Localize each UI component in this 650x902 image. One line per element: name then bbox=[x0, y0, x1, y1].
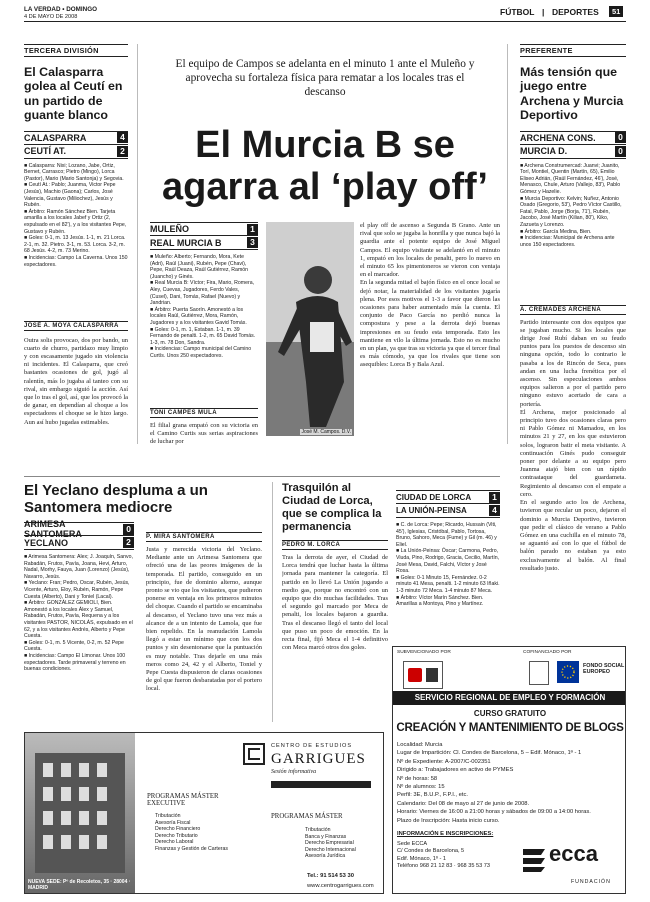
region-logo-icon bbox=[403, 661, 443, 689]
team-name: CIUDAD DE LORCA bbox=[396, 492, 472, 502]
left-column bbox=[24, 44, 128, 449]
team-score: 0 bbox=[615, 146, 626, 157]
section-label-tercera: TERCERA DIVISIÓN bbox=[24, 44, 128, 57]
garrigues-session: Sesión informativa bbox=[271, 769, 317, 775]
ecca-logo bbox=[521, 843, 621, 873]
ecca-cofinanciado-label: COFINANCIADO POR bbox=[523, 650, 572, 655]
team-name: ARIMESA SANTOMERA bbox=[24, 519, 82, 539]
team-score: 1 bbox=[247, 224, 258, 235]
section-futbol: FÚTBOL bbox=[500, 7, 535, 17]
garrigues-logo-icon bbox=[243, 743, 265, 765]
murcia-b-article bbox=[150, 44, 500, 208]
team-name: CEUTÍ AT. bbox=[24, 146, 66, 157]
info-title: INFORMACIÓN E INSCRIPCIONES: bbox=[397, 831, 494, 837]
match-photo bbox=[266, 222, 354, 436]
building-image bbox=[25, 733, 135, 894]
team-name: YECLANO bbox=[24, 537, 69, 548]
garrigues-address: NUEVA SEDE: Pº de Recoletos, 35 · 28004 · MADRID bbox=[28, 879, 131, 891]
yeclano-lineup: ■ Arimesa Santomera: Álex; J. Joaquín, Sanvo, Rabadán, Frutos, Pavía, Joana, Hevi, Arturo, Nadal, Morhy, Fauya, Juan (Lorenzo) (Jesús), Navarro, Jesús. ■ Yeclano: Fran; Pedro, Oscar, Rubén, Jesús, Vicente, Arturo, Eloy, Rubén, Ramón, Pepe Cuesta (Alberto), Dani y Toniel (Lacal). ■ Árbitro: GONZÁLEZ GEMIOLI, Bien. Amonestó a los locales Álex y Samuel, Rabadán, Frutos, Pavía, Requena y a los visitantes PASTOR, NICOLÁS, expulsado en el 62, y a los visitantes Andrés, Alberto y Pepe Cuesta. ■ Goles: 0-1, m. 5 Vicente, 0-2, m. 52 Pepe Cuesta. ■ Incidencias: Campo El Limonar. Unos 100 espectadores. Tarde primaveral y terreno en buenas condiciones. bbox=[24, 554, 133, 673]
calasparra-body: Outra solis provocao, dos por bando, un cuarto de churro, partidazo muy limpio y con escasamente jugado sin violencia ni incidentes. El Calasparra, que creó bastantes ocasiones de gol, jugó al ralentín, más lo jugaba al tanteo con su rival, sin embargo siguió la acción. Así que lo tras el gol, así, que los provocó la de ganar, en dependían al choque a los espectadores el choque se le hizo largo. Aun así hubo jugadas estimables. bbox=[24, 336, 128, 426]
yeclano-text bbox=[146, 532, 262, 710]
team-score: 0 bbox=[615, 132, 626, 143]
team-name: LA UNIÓN-PEINSA bbox=[396, 506, 467, 515]
yeclano-scoreboard bbox=[24, 519, 134, 708]
lorca-lineup: ■ C. de Lorca: Pepe; Ricardo, Hussain (Viti, 45'), Iglesias, Cristóbal, Pablo, Tortosa, Bruno, Sahoro, Meca (Fume) y Gil (m. 46) y Eliel. ■ La Unión-Peinsa: Óscar; Carmona, Pedro, Viuda, Pino, Rodrigo, Gracia, Cecilio, Martín, José Mesa, David, Falchi, Víctor y José Rosa. ■ Goles: 0-1 Minuto 15, Fernández. 0-2 minuto 41 Mesa, penalti. 1-2 minuto 63 Iñaki. 1-3 minuto 72 Meca. 1-4 minuto 87 Meca. ■ Árbitro: Víctor Marín Sánchez. Bien. Amarillas a Montoya, Pino y Martínez. bbox=[396, 522, 500, 608]
garrigues-web-link[interactable]: www.centrogarrigues.com bbox=[307, 883, 374, 889]
ecca-ad[interactable] bbox=[392, 646, 626, 894]
archena-scoreboard bbox=[520, 131, 626, 159]
ecca-swoosh-icon bbox=[521, 843, 547, 873]
team-name: CALASPARRA bbox=[24, 132, 87, 143]
team-name: ARCHENA CONS. bbox=[520, 132, 596, 143]
lorca-body: Tras la derrota de ayer, el Ciudad de Lorca tendrá que luchar hasta la última jornada para mantener la categoría. El partido en lo llevó La Unión jugando a medio gas, porque no encontró con un equipo que dio muchas facilidades. Tras el segundo gol marcado por Meca de penalti, los locales bajaron a guardia. Tras el descanso llegó el tanto del local que puso un poco de emoción. En la recta final, fijó Meca el 1-4 definitivo con Meca marcó otros dos goles. bbox=[282, 554, 388, 652]
lorca-headline: Trasquilón al Ciudad de Lorca, que se complica la permanencia bbox=[282, 482, 382, 533]
course-title: CREACIÓN Y MANTENIMIENTO DE BLOGS bbox=[396, 721, 624, 734]
murcia-b-headline: El Murcia B se agarra al ‘play off’ bbox=[162, 124, 488, 208]
team-score: 3 bbox=[247, 237, 258, 248]
garrigues-prog1-items: Tributación Asesoría Fiscal Derecho Financiero Derecho Tributario Derecho Laboral Finanzas y Gestión de Carteras bbox=[155, 813, 228, 852]
publication-date: 4 DE MAYO DE 2008 bbox=[24, 14, 78, 20]
player-silhouette-image bbox=[266, 222, 354, 436]
team-name: MULEÑO bbox=[150, 224, 189, 234]
garrigues-brand: GARRIGUES bbox=[271, 751, 366, 767]
page-number: 51 bbox=[609, 6, 623, 17]
team-score: 1 bbox=[489, 492, 500, 503]
calasparra-headline: El Calasparra golea al Ceutí en un partido de guante blanco bbox=[24, 65, 123, 123]
archena-body: Partido interesante con dos equipos que se jugaban mucho. Si los locales que dirige José Rubí daban en su feudo puntos para los puestos de descenso sin ninguna opción, todo lo contrario le pasaba a los de Rincón de Seca, pues andan en una lucha frenética por el ascenso. Sin especulaciones ambos equipos salieron a por el partido pero ninguno estuvo acertado de cara a portería. El Archena, mejor posicionado al principio tuvo dos ocasiones claras pero ni Pablo Gómez ni Mamadou, en los minutos 21 y 27, en los que estuvieron solos, lograron batir el meta visitante. A continuación Ginés pudo conseguir poner por delante a su equipo pero Juanma atajó bien con un rápido contraataque del guardameta. Regimiento al descanso con el empate a cero. En el segundo acto los de Archena, tuvieron que recular un poco, dejaron el dominio a Murcia Deportivo, tuvieron que pedir el clásico de verano a Pablo Gómez en una cuchilla en el minuto 78, se aguantó así con lo que el fútbol de balón parado no estaban ya esto exclusivamente al balón. Al final resultado justo. bbox=[520, 318, 626, 572]
murcia-b-lineup: ■ Muleño: Alberto; Fernando, Mora, Kete (Adri), Raúl (Juani), Rubén, Pepe (Chavi), Pepe, Raúl Deaza, Raúl Gutiérrez, Ramón (Juancho) y Ginés. ■ Real Murcia B: Víctor; Fira, Mario, Romera, Aley, Cuevas, Jugadores, Ferdo Vales, (Cusel), Dani, Tomás, Rafael (Nuevo) y Jandrian. ■ Árbitro: Puerta Saorín. Amonestó a los locales Raúl, Gutiérrez, Mora, Ramón, Jugadores y a los visitantes Gavid Tomás. ■ Goles: 0-1, m. 1, Estaban. 1-1, m. 39 Fernando de penalti. 1-2, m. 65 David Tomás. 1-3, m. 78 Don, Sandra. ■ Incidencias: Campo municipal del Camino Curtís. Unos 250 espectadores. bbox=[150, 254, 256, 359]
course-details: Localidad: Murcia Lugar de Impartición: Cl. Condes de Barcelona, 5 – Edif. Mónaco, 1ª - 1 Nº de Expediente: A-2007/C-002351 Dirigido a: Trabajadores en activo de PYMES Nº de horas: 58 Nº de alumnos: 15 Perfil: 3E, B.U.P., F.P.I., etc. Calendario: Del 08 de mayo al 27 de junio de 2008. Horario: Viernes de 16:00 a 21:00 horas y sábados de 09:00 a 14:00 horas. Plazo de Inscripción: Hasta inicio curso. bbox=[397, 742, 591, 824]
service-banner: SERVICIO REGIONAL DE EMPLEO Y FORMACIÓN bbox=[393, 691, 626, 705]
garrigues-phone: Tel.: 91 514 53 30 bbox=[307, 873, 354, 879]
ecca-subvencionado-label: SUBVENCIONADO POR bbox=[397, 650, 451, 655]
spain-shield-icon bbox=[529, 661, 549, 685]
team-name: MURCIA D. bbox=[520, 146, 568, 157]
ecca-fundacion: FUNDACIÓN bbox=[571, 879, 611, 885]
lorca-byline: PEDRO M. LORCA bbox=[282, 540, 388, 550]
archena-lineup: ■ Archena Construmercad: Juanvi; Juanito, Torí, Montiel, Quentin (Martín, 65), Emilio Eliseo Adrián, (Raúl Fernández, 46'), José, Menasco, Chule, Arturo (Vallejo, 83'), Pablo Gómez y Hazelie. ■ Murcia Deportivo: Kelvin; Nuñez, Antonio Osado (Gregorio, 53'), Pedro Víctor Castillo, Fatal, Pablo, Jorge (Borja, 71'), Rubén, Jacobo, José Martín (Kilian, 80'), Kiko, Zazueta y Lorenzo. ■ Árbitro: García Medina, Bien. ■ Incidencias: Municipal de Archena ante unos 150 espectadores. bbox=[520, 162, 622, 248]
yeclano-body: Justa y merecida victoria del Yeclano. Mediante ante un Arimesa Santomera que ofreció una de las peores imágenes de la temporada. El partido, conseguido en un principio, fue de dominio alterno, aunque pronto se vio que los visitantes, que pudieron ponerse en ventaja en los primeros minutos del choque. Cuando el partido se encaminaba al descanso, el Yeclano tuvo una vez más a alcance de a un intento de Lamola, que fue bien repelido. En la reanudación Lamola llegó a estar un mínimo que con los dos puntos y sin desentonarse que la puntuación es muy notable. Tras dejarle en una más meros como 24, 42 y el Alberto, Toniel y Pepe Cuesta dispusieron de claras ocasiones de gol que fueron desbaratadas por el portero local. bbox=[146, 546, 262, 693]
garrigues-prog1-title: PROGRAMAS MÁSTER EXECUTIVE bbox=[147, 793, 219, 807]
garrigues-prog2-title: PROGRAMAS MÁSTER bbox=[271, 813, 343, 820]
archena-byline: A. CREMADES ARCHENA bbox=[520, 305, 626, 315]
fondo-social-label: FONDO SOCIAL EUROPEO bbox=[583, 663, 625, 676]
calasparra-scoreboard bbox=[24, 131, 128, 159]
yeclano-headline: El Yeclano despluma a un Santomera mediocre bbox=[24, 482, 208, 516]
lorca-article bbox=[282, 482, 388, 704]
team-score: 4 bbox=[489, 505, 500, 516]
photo-caption: José M. Campos. D.V. bbox=[301, 429, 351, 435]
team-score: 0 bbox=[123, 524, 134, 535]
murcia-b-scoreboard bbox=[150, 222, 258, 456]
archena-headline: Más tensión que juego entre Archena y Murcia Deportivo bbox=[520, 65, 624, 123]
right-column bbox=[520, 44, 626, 641]
newspaper-name: LA VERDAD • DOMINGO bbox=[24, 6, 97, 13]
building-icon bbox=[25, 733, 135, 873]
yeclano-article bbox=[24, 482, 262, 516]
ecca-logo-text: ecca bbox=[549, 841, 598, 866]
section-separator: | bbox=[542, 7, 545, 17]
calasparra-lineup: ■ Calasparra: Nixi; Lozano, Jabe, Ortiz, Bernet, Carrasco; Pietro (Mingo), Lorca (Pastor), Mario (Mario Santonja) y Segovia. ■ Ceutí At.: Pablo; Juanma, Victor Pepe (Jesús), Machio (Gaona); Carlos, José Valencia, Gustavo (Miliochez), Jesús y Rubén. ■ Árbitro: Ramón Sánchez Bien. Tarjeta amarilla a los locales Jabef y Ortiz (2, expulsado en el 82'), y a los visitantes Pepe, Gustavo y Rubén. ■ Goles: 0-1, m. 13 Jesús. 1-1, m. 21 Lorca. 2-1, m. 32. Pietro. 3-1, m. 53. Lorca. 3-2, m. 68 Jesús. 4-2, m. 73 Merino. ■ Incidencias: Campo La Caverna. Unos 150 espectadores. bbox=[24, 162, 128, 268]
eu-flag-icon bbox=[557, 661, 579, 683]
murcia-b-byline: TONI CAMPES MULA bbox=[150, 408, 258, 418]
team-score: 4 bbox=[117, 132, 128, 143]
yeclano-byline: P. MIRA SANTOMERA bbox=[146, 532, 262, 542]
murcia-b-body-right: el play off de ascenso a Segunda B Grano. Ante un rival que solo se jugaba la honrilla y que nunca bajó la guardia ante el potente equipo de José Miguel Campos. El equipo visitante se adelantó en el minuto 1, empató en los locales de penalti, pero lo nuevo en el minuto 65 los pimentoneros se vieron con ventaja en el marcador. En la segunda mitad el bajón físico en el once local se dejó notar, la materialidad de los visitantes jugaría plena. Por esos motivos el 1-3 a favor que dieron las ocasiones para haber aumentado más la cuenta. El conjunto de Paco García no perdió nunca la compostura y pese a la derrota dejó buenas impresiones en su feudo esta temporada. Esto les mantiene en vilo la última jornada. Esto no es mucho en un plan, ya que tras su victoria ya que el tercer final es más cómodo, ya que los rivales que tiene son asequibles: Lorca B y Bala Azul. bbox=[360, 222, 500, 369]
murcia-b-subhead: El equipo de Campos se adelanta en el minuto 1 ante el Muleño y aprovecha su fortaleza física para rematar a los locales tras el descanso bbox=[175, 58, 475, 98]
team-score: 2 bbox=[123, 537, 134, 548]
team-score: 2 bbox=[117, 146, 128, 157]
section-label-preferente: PREFERENTE bbox=[520, 44, 626, 57]
page-header bbox=[24, 6, 626, 22]
calasparra-byline: JOSÉ A. MOYA CALASPARRA bbox=[24, 321, 128, 331]
team-name: REAL MURCIA B bbox=[150, 237, 222, 248]
lorca-scoreboard bbox=[396, 490, 500, 632]
course-type: CURSO GRATUITO bbox=[473, 709, 547, 718]
info-contact: Sede ECCA C/ Condes de Barcelona, 5 Edif. Mónaco, 1º - 1 Teléfono 968 21 12 83 · 968 35 53 73 bbox=[397, 841, 490, 870]
garrigues-prog2-items: Tributación Banca y Finanzas Derecho Empresarial Derecho Internacional Asesoría Jurídica bbox=[305, 827, 356, 860]
garrigues-ad[interactable] bbox=[24, 732, 384, 894]
garrigues-centro: CENTRO DE ESTUDIOS bbox=[271, 743, 353, 749]
section-deportes: DEPORTES bbox=[552, 7, 599, 17]
garrigues-session-bar bbox=[271, 781, 371, 788]
murcia-b-body-left: El filial grana empató con su victoria en el Camino Curtis sus serias aspiraciones de luchar por bbox=[150, 422, 258, 446]
